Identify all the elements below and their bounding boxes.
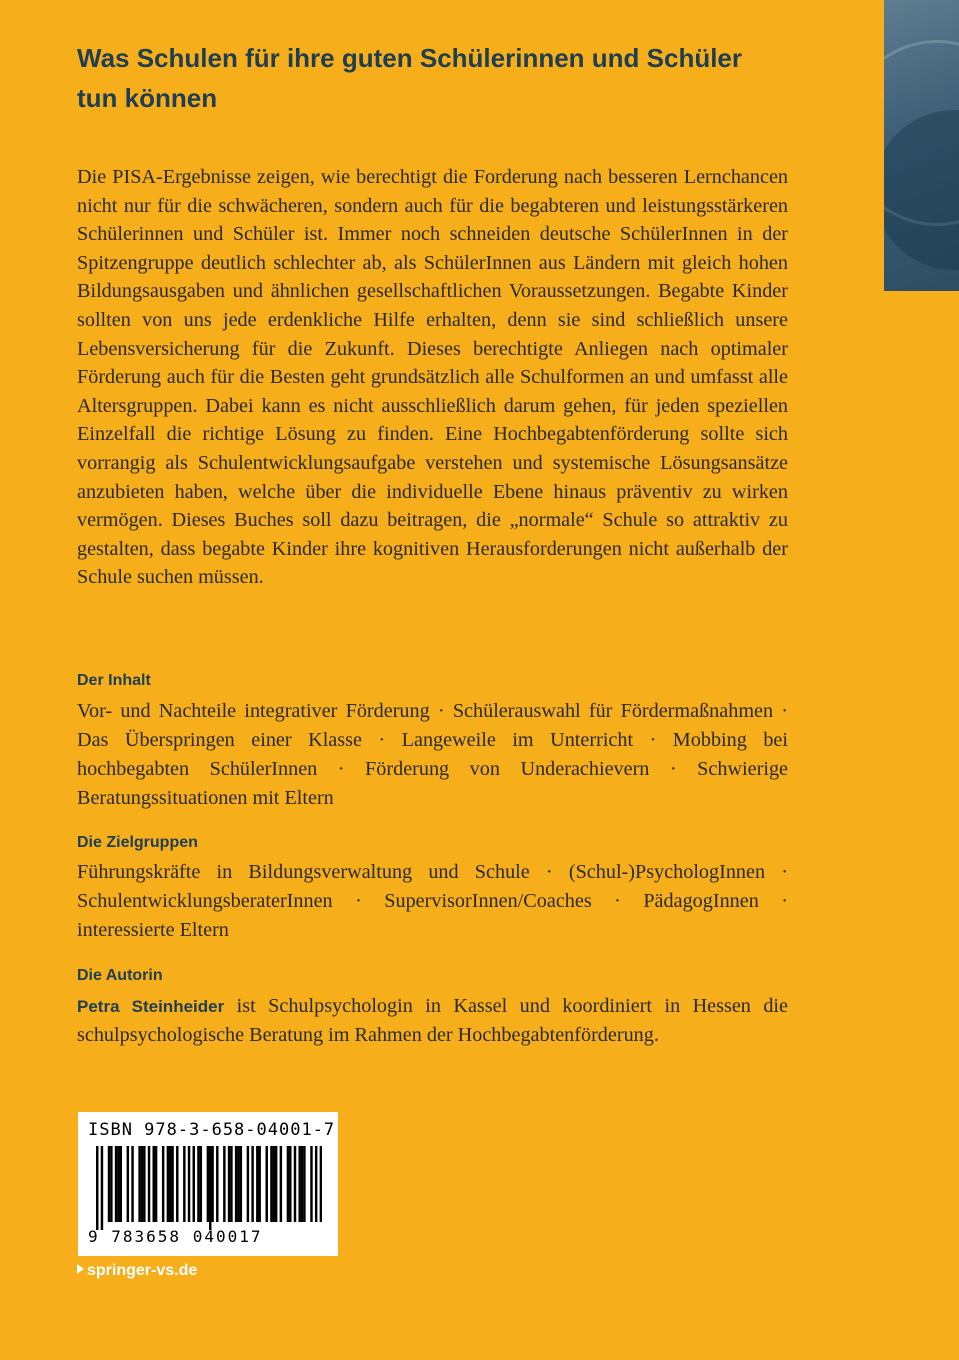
barcode-bar bbox=[117, 1146, 119, 1222]
barcode-bar bbox=[120, 1146, 122, 1222]
barcode-bar bbox=[115, 1146, 117, 1222]
barcode-bar bbox=[143, 1146, 145, 1222]
barcode-bar bbox=[240, 1146, 242, 1222]
barcode-bar bbox=[251, 1146, 253, 1222]
barcode-bar bbox=[171, 1146, 173, 1222]
barcode-bars bbox=[96, 1146, 322, 1230]
barcode-bar bbox=[211, 1146, 213, 1222]
section-text-zielgruppen: Führungskräfte in Bildungsverwaltung und Schule · (Schul-)PsychologInnen · SchulentwicklungsberaterInnen · SupervisorInnen/Coaches · PädagogInnen · interessierte Eltern bbox=[77, 861, 788, 941]
barcode-bar bbox=[131, 1146, 133, 1222]
arrow-right-icon bbox=[77, 1264, 84, 1274]
author-bio: ist Schulpsychologin in Kassel und koordiniert in Hessen die schulpsychologische Beratung im Rahmen der Hochbegabtenförderung. bbox=[77, 995, 788, 1046]
publisher-link[interactable] bbox=[77, 1262, 197, 1280]
section-heading-zielgruppen: Die Zielgruppen bbox=[77, 834, 198, 851]
section-heading-inhalt: Der Inhalt bbox=[77, 672, 151, 689]
barcode-bar bbox=[101, 1146, 103, 1230]
section-text-autorin bbox=[77, 992, 788, 1050]
author-name: Petra Steinheider bbox=[77, 997, 225, 1016]
barcode-bar bbox=[127, 1146, 129, 1222]
intro-paragraph: Die PISA-Ergebnisse zeigen, wie berechtigt die Forderung nach besseren Lernchancen nicht nur für die schwächeren, sondern auch für die begabteren und leistungsstärkeren Schülerinnen und Schüler ist. Immer noch schneiden deutsche SchülerInnen in der Spitzengruppe deutlich schlechter ab, als SchülerInnen aus Ländern mit gleich hohen Bildungsausgaben und ähnlichen gesellschaftlichen Voraussetzungen. Begabte Kinder sollten von uns jede erdenkliche Hilfe erhalten, denn sie sind schließlich unsere Lebensversicherung für die Zukunft. Dieses berechtigte Anliegen nach optimaler Förderung auch für die Besten geht grundsätzlich alle Schulformen an und umfasst alle Altersgruppen. Dabei kann es nicht ausschließlich darum gehen, für jeden speziellen Einzelfall die richtige Lösung zu finden. Eine Hochbegabtenförderung sollte sich vorrangig als Schulentwicklungsaufgabe verstehen und systemische Lösungsansätze anzubieten haben, welche über die individuelle Ebene hinaus präventiv zu wirken vermögen. Dieses Buches soll dazu beitragen, die „normale“ Schule so attraktiv zu gestalten, dass begabte Kinder ihre kognitiven Herausforderungen nicht außerhalb der Schule suchen müssen. bbox=[77, 166, 788, 589]
barcode-bar bbox=[110, 1146, 112, 1222]
barcode-bar bbox=[275, 1146, 277, 1222]
barcode-bar bbox=[223, 1146, 225, 1222]
barcode-bar bbox=[287, 1146, 289, 1222]
barcode-bar bbox=[207, 1146, 209, 1222]
section-text-inhalt: Vor- und Nachteile integrativer Förderung · Schülerauswahl für Fördermaßnahmen · Das Überspringen einer Klasse · Langeweile im Unterricht · Mobbing bei hochbegabten SchülerInnen · Förderung von Underachievern · Schwierige Beratungssituationen mit Eltern bbox=[77, 700, 788, 809]
barcode-bar bbox=[294, 1146, 296, 1222]
barcode-bar bbox=[230, 1146, 232, 1222]
barcode-box bbox=[78, 1112, 338, 1256]
barcode-bar bbox=[320, 1146, 322, 1222]
corner-decoration bbox=[884, 0, 959, 291]
barcode-bar bbox=[228, 1146, 230, 1222]
corner-curve-shape bbox=[884, 110, 959, 270]
barcode-bar bbox=[298, 1146, 300, 1222]
barcode-bar bbox=[96, 1146, 98, 1230]
barcode-bar bbox=[270, 1146, 272, 1222]
barcode-bar bbox=[310, 1146, 312, 1222]
barcode-bar bbox=[169, 1146, 171, 1222]
barcode-bar bbox=[315, 1146, 317, 1222]
barcode-bar bbox=[303, 1146, 305, 1222]
isbn-label: ISBN 978-3-658-04001-7 bbox=[88, 1120, 336, 1140]
barcode-bar bbox=[200, 1146, 202, 1222]
barcode-bar bbox=[148, 1146, 150, 1222]
publisher-label: springer-vs.de bbox=[87, 1262, 198, 1279]
barcode-bar bbox=[176, 1146, 178, 1222]
barcode-bar bbox=[289, 1146, 291, 1222]
barcode-bar bbox=[153, 1146, 155, 1222]
barcode-bar bbox=[280, 1146, 282, 1222]
barcode-bar bbox=[162, 1146, 164, 1222]
barcode-bar bbox=[108, 1146, 110, 1222]
barcode-bar bbox=[183, 1146, 185, 1222]
barcode-bar bbox=[188, 1146, 190, 1222]
barcode-bar bbox=[235, 1146, 237, 1222]
barcode-bar bbox=[258, 1146, 260, 1222]
barcode-bar bbox=[273, 1146, 275, 1222]
book-title: Was Schulen für ihre guten Schülerinnen und Schüler tun können bbox=[77, 43, 743, 113]
barcode-bar bbox=[197, 1146, 199, 1222]
barcode-bar bbox=[155, 1146, 157, 1222]
barcode-bar bbox=[256, 1146, 258, 1222]
barcode-digits: 9 783658 040017 bbox=[88, 1227, 263, 1246]
barcode-bar bbox=[138, 1146, 140, 1222]
barcode-bar bbox=[141, 1146, 143, 1222]
barcode-bar bbox=[216, 1146, 218, 1222]
barcode-bar bbox=[209, 1146, 211, 1230]
barcode-bar bbox=[237, 1146, 239, 1222]
barcode-bar bbox=[247, 1146, 249, 1222]
barcode-bar bbox=[167, 1146, 169, 1222]
barcode-bar bbox=[193, 1146, 195, 1222]
barcode-bar bbox=[301, 1146, 303, 1222]
section-heading-autorin: Die Autorin bbox=[77, 967, 163, 984]
barcode-bar bbox=[266, 1146, 268, 1222]
